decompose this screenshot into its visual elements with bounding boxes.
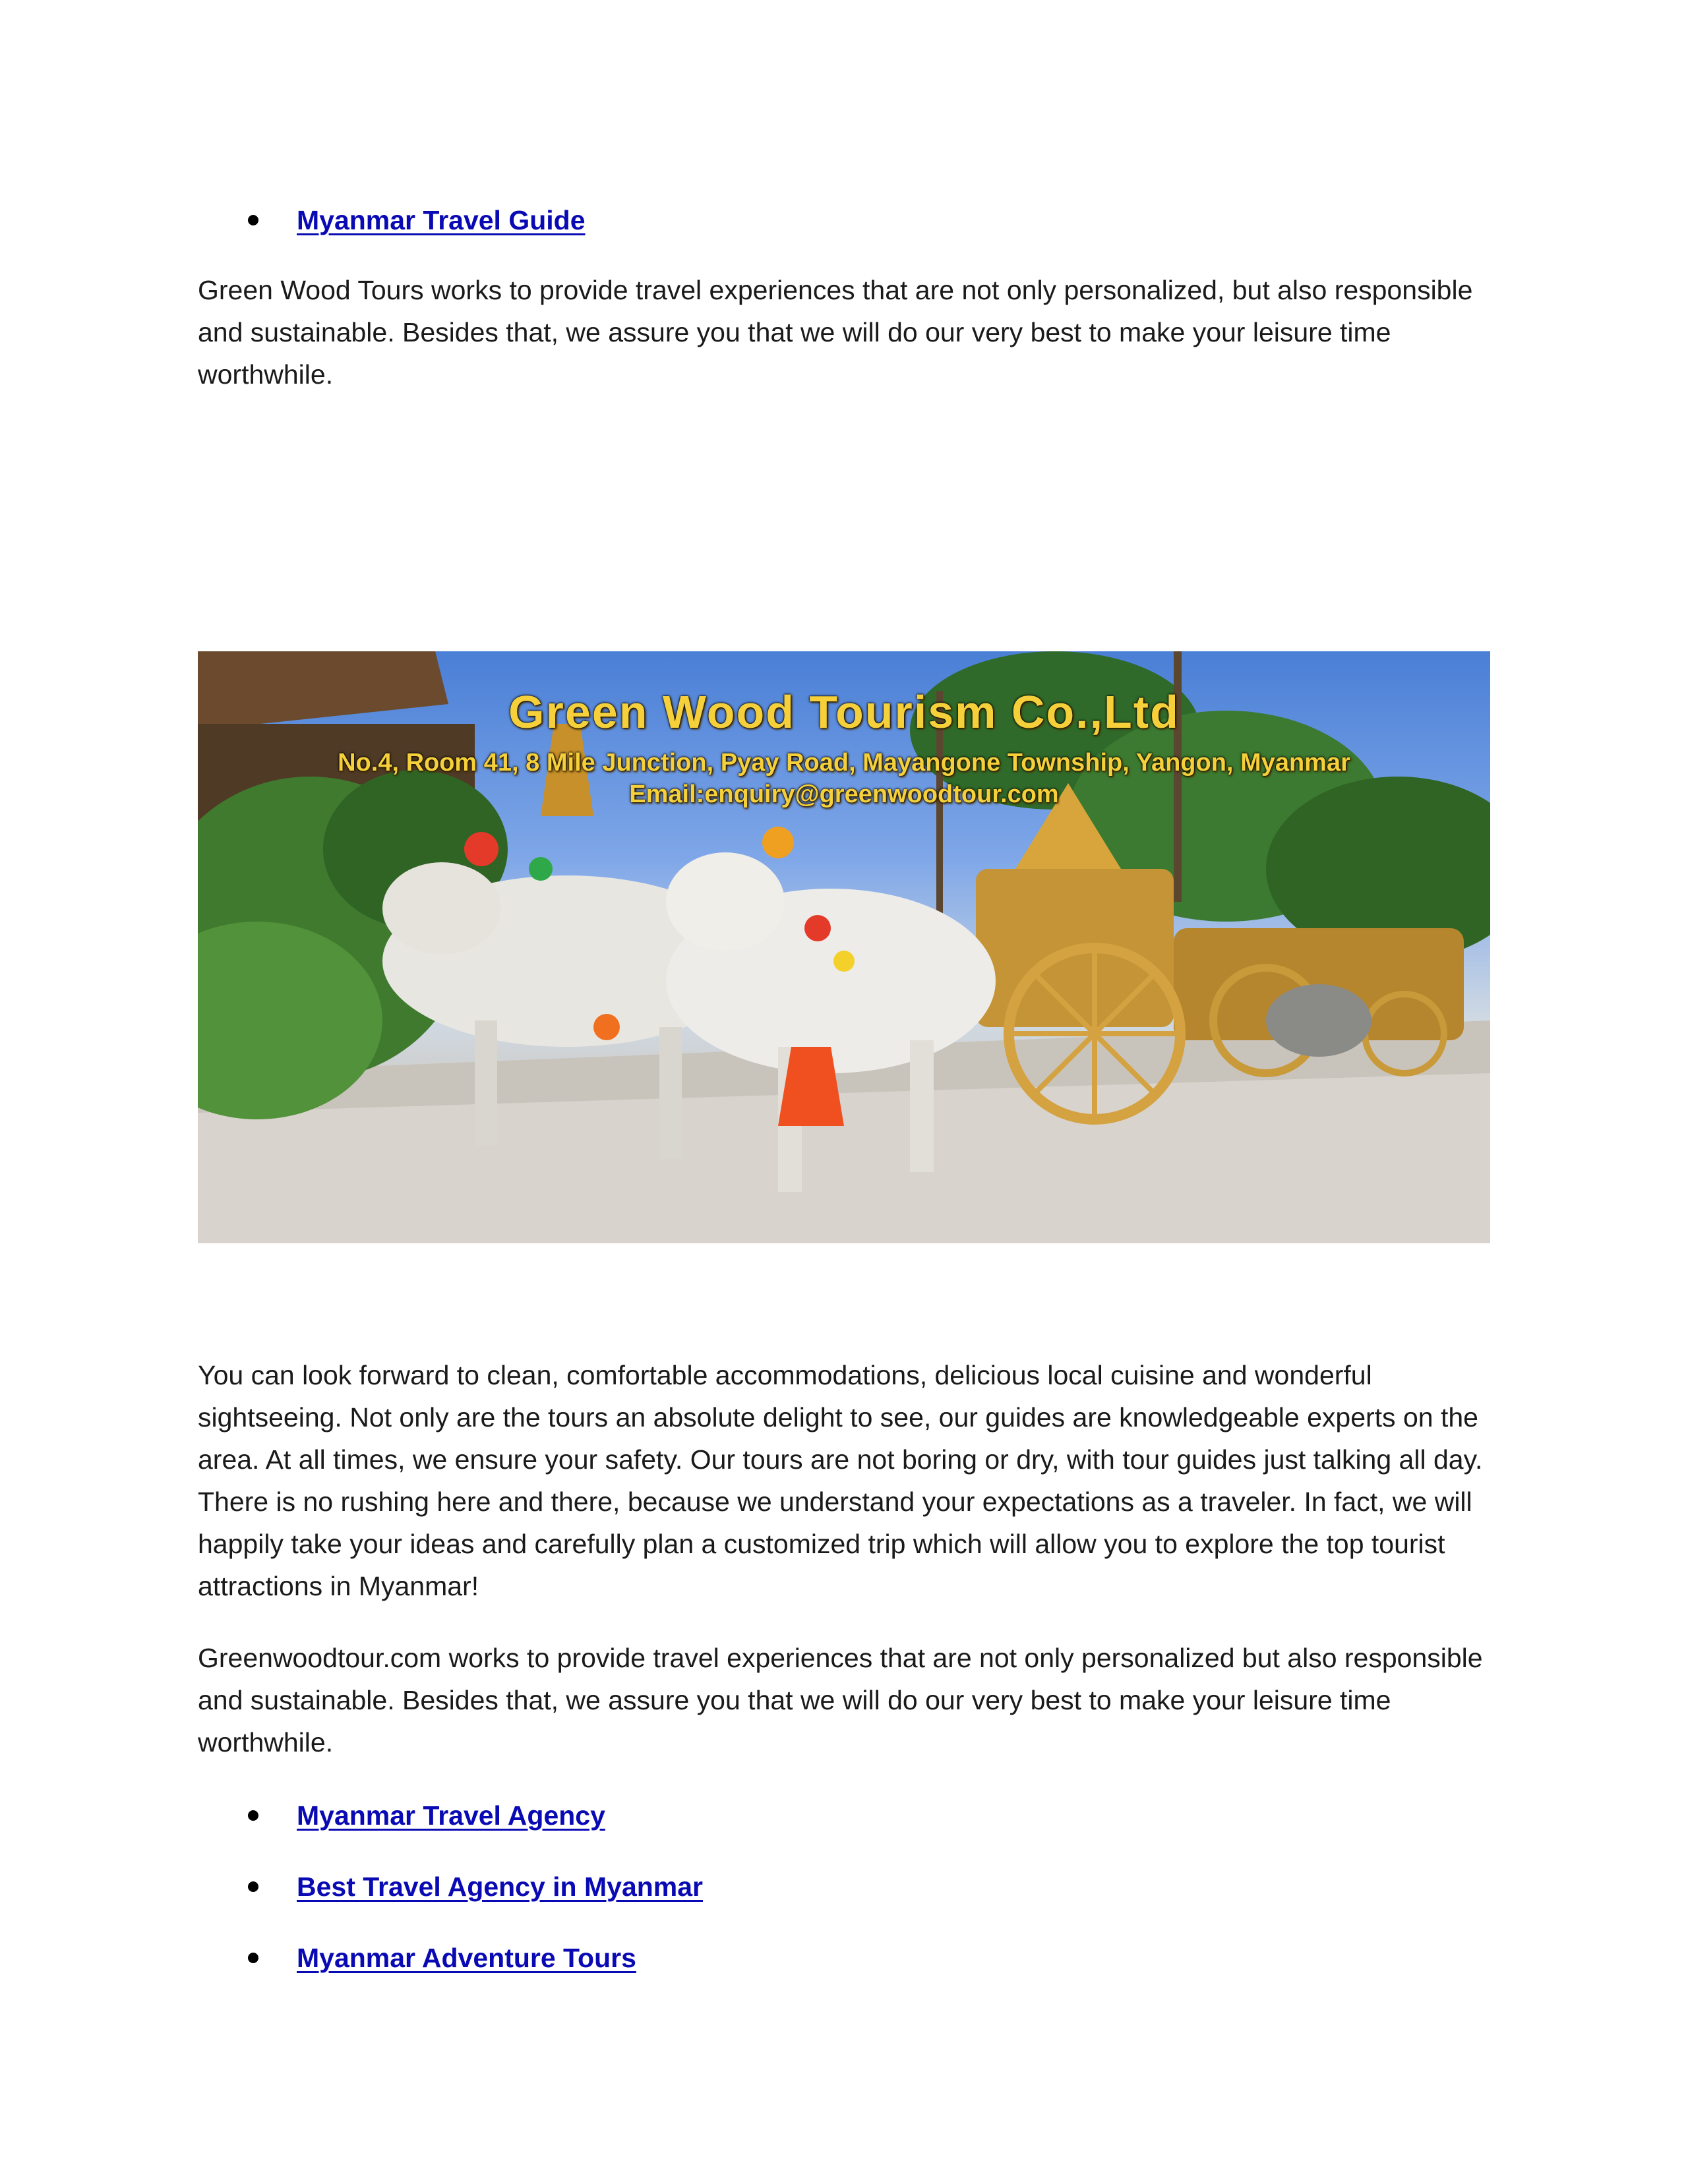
- list-item: [198, 1922, 1490, 1993]
- link-myanmar-travel-guide[interactable]: Myanmar Travel Guide: [297, 204, 586, 235]
- top-link-list-container: [198, 185, 1490, 256]
- link-myanmar-travel-agency[interactable]: Myanmar Travel Agency: [297, 1800, 605, 1831]
- intro-paragraph-container: [198, 269, 1490, 396]
- list-item: [198, 185, 1490, 256]
- link-myanmar-adventure-tours[interactable]: Myanmar Adventure Tours: [297, 1942, 636, 1973]
- list-item: [198, 1780, 1490, 1851]
- list-item: [198, 1851, 1490, 1922]
- banner-address: No.4, Room 41, 8 Mile Junction, Pyay Road, Mayangone Township, Yangon, Myanmar: [338, 749, 1350, 777]
- link-best-travel-agency[interactable]: Best Travel Agency in Myanmar: [297, 1871, 704, 1902]
- bullet-icon: [248, 1810, 258, 1821]
- body-paragraph-container: [198, 1354, 1490, 1607]
- closing-paragraph: Greenwoodtour.com works to provide travel experiences that are not only personalized but also responsible and sustainable. Besides that, we assure you that we will do our very best to make your leisure time worthwhile.: [198, 1643, 1483, 1757]
- top-link-list: [198, 185, 1490, 256]
- bullet-icon: [248, 215, 258, 225]
- bullet-icon: [248, 1953, 258, 1963]
- intro-paragraph: Green Wood Tours works to provide travel experiences that are not only personalized, but also responsible and sustainable. Besides that, we assure you that we will do our very best to make your leisure time worthwhile.: [198, 275, 1473, 390]
- bottom-link-list-container: [198, 1780, 1490, 1993]
- bottom-link-list: [198, 1780, 1490, 1993]
- bullock-cart-scene: [198, 651, 1490, 1243]
- closing-paragraph-container: [198, 1637, 1490, 1763]
- bullet-icon: [248, 1881, 258, 1892]
- banner-email: Email:enquiry@greenwoodtour.com: [629, 781, 1059, 808]
- banner-title: Green Wood Tourism Co.,Ltd: [508, 686, 1180, 738]
- banner-image: [198, 651, 1490, 1243]
- body-paragraph: You can look forward to clean, comfortable accommodations, delicious local cuisine and wonderful sightseeing. Not only are the tours an absolute delight to see, our guides are knowledgeable experts on the area. At all times, we ensure your safety. Our tours are not boring or dry, with tour guides just talking all day. There is no rushing here and there, because we understand your expectations as a traveler. In fact, we will happily take your ideas and carefully plan a customized trip which will allow you to explore the top tourist attractions in Myanmar!: [198, 1360, 1483, 1601]
